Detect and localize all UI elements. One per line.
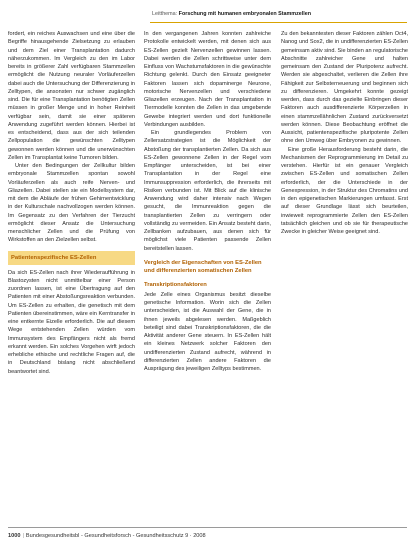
paragraph: Eine große Herausforderung besteht darin, die Mechanismen der Reprogrammierung im Detail zu verstehen. Hierfür ist ein genauer Vergleich zwischen ES-Zellen und somatischen Zellen erforderlich, der die Unterschiede in der Genexpression, in der Struktur des Chromatins und in den epigenetischen Markierungen umfasst. Erst auf dieser Grundlage lässt sich beurteilen, inwieweit reprogrammierte Zellen den ES-Zellen tatsächlich gleichen und ob sie für therapeutische Zwecke in gleicher Weise geeignet sind. [281,146,408,235]
page-number: 1000 [8,533,21,539]
header-topic: Leitthema: [152,11,178,17]
paragraph: Jede Zelle eines Organismus besitzt dieselbe genetische Information. Worin sich die Zellen unterscheiden, ist die Auswahl der Gene, die in ihnen jeweils abgelesen werden. Maßgeblich beteiligt sind dabei Transkriptionsfaktoren, die die Aktivität anderer Gene steuern. In ES-Zellen hält ein kleines Netzwerk solcher Faktoren den undifferenzierten Zustand aufrecht, während in differenzierten Zellen andere Faktoren die Ausprägung des jeweiligen Zelltyps bestimmen. [144,291,271,372]
column-left [8,30,135,524]
paragraph: In den vergangenen Jahren konnten zahlreiche Protokolle entwickelt werden, mit denen sich aus ES-Zellen gezielt Nervenzellen gewinnen lassen. Dabei werden die Zellen schrittweise unter dem Einfluss von Wachstumsfaktoren in die gewünschte Richtung gelenkt. Durch den Einsatz geeigneter Faktoren lassen sich dopaminerge Neurone, motorische Nervenzellen und verschiedene Gliazellen erzeugen. Nach der Transplantation in Tiermodelle konnten die Zellen in das umgebende Gewebe integriert werden und dort funktionelle Verbindungen ausbilden. [144,31,271,128]
paragraph: Ein grundlegendes Problem von Zellersatzstrategien ist die Möglichkeit der Abstoßung der transplantierten Zellen. Da sich aus ES-Zellen gewonnene Zellen in der Regel vom Empfänger unterscheiden, ist bei einer Transplantation in der Regel eine Immunsuppression erforderlich, die ihrerseits mit Risiken verbunden ist. Mit Blick auf die klinische Anwendung wird daher intensiv nach Wegen gesucht, die Immunreaktion gegen die transplantierten Zellen zu verringern oder vollständig zu vermeiden. Ein Ansatz besteht darin, Zellbanken aufzubauen, aus denen sich für möglichst viele Patienten passende Zellen bereitstellen lassen. [144,130,271,252]
column-right [281,30,408,524]
column-middle [144,30,271,524]
section-heading: Patientenspezifische ES-Zellen [8,251,135,265]
footer-rule [8,527,407,528]
section-heading: Vergleich der Eigenschaften von ES-Zellen und differenzierten somatischen Zellen [144,259,262,274]
paragraph: Da sich ES-Zellen nach ihrer Wiederaufführung in Blastozysten nicht unmittelbar einer Person zuordnen lassen, ist eine Übertragung auf den Patienten mit einer Abstoßungsreaktion verbunden. Um ES-Zellen zu erhalten, die genetisch mit dem Patienten übereinstimmen, wäre ein Kerntransfer in eine entkernte Eizelle erforderlich. Die auf diesem Wege entstehenden Zellen würden vom Immunsystem des Empfängers nicht als fremd erkannt werden. Ein solches Vorgehen wirft jedoch erhebliche ethische und rechtliche Fragen auf, die in Deutschland bislang nicht abschließend beantwortet sind. [8,269,135,375]
journal-citation: Bundesgesundheitsbl - Gesundheitsforsch - Gesundheitsschutz 9 · 2008 [25,533,206,539]
page-footer [8,530,407,542]
footer-separator: | [22,533,24,539]
page-header [152,8,408,20]
paragraph: Zu den bekanntesten dieser Faktoren zählen Oct4, Nanog und Sox2, die in undifferenzierten ES-Zellen gemeinsam aktiv sind. Sie binden an regulatorische Abschnitte zahlreicher Gene und halten gemeinsam den Zustand der Pluripotenz aufrecht. Werden sie abgeschaltet, verlieren die Zellen ihre Fähigkeit zur Selbsterneuerung und beginnen sich zu differenzieren. Umgekehrt konnte gezeigt werden, dass durch das gezielte Einbringen dieser Faktoren auch ausdifferenzierte Körperzellen in einen stammzellähnlichen Zustand zurückversetzt werden können. Diese Beobachtung eröffnet die Aussicht, patientenspezifische pluripotente Zellen ohne den Umweg über Embryonen zu gewinnen. [281,31,408,145]
header-title: Forschung mit humanen embryonalen Stammzellen [178,11,312,17]
paragraph: fordert, ein reiches Auswachsen und eine über die Begriffe hinausgehende Zielsetzung zu erlauben und dem Ziel einer Transplantation dadurch näherzukommen. Im Vergleich zu den im Labor bereits in größerer Zahl verfügbaren Stammzellen ermöglicht die Nutzung neuraler Vorläuferzellen dabei auch die Untersuchung der Differenzierung in Zelltypen, die ansonsten nur schwer zugänglich sind. Die für eine Transplantation benötigten Zellen müssen in großer Menge und in hoher Reinheit verfügbar sein, damit sie einer späteren Anwendung zugeführt werden können. Hierbei ist es entscheidend, dass aus der sich teilenden Zellpopulation die gewünschten Zelltypen gewonnen werden können und die unerwünschten Zellen im Transplantat keine Tumoren bilden. [8,31,135,161]
paragraph: Unter den Bedingungen der Zellkultur bilden embryonale Stammzellen spontan sowohl Vorläuferzellen als auch reife Nerven- und Gliazellen. Dabei stellen sie ein Modellsystem dar, mit dem die Abläufe der frühen Gehirnentwicklung in der Kulturschale nachvollzogen werden können. Im Gegensatz zu den Verfahren der Tierzucht ermöglicht dieser Ansatz die Untersuchung menschlicher Zellen und die Prüfung von Wirkstoffen an den Zielzellen selbst. [8,163,135,244]
subsection-heading: Transkriptionsfaktoren [144,281,207,288]
